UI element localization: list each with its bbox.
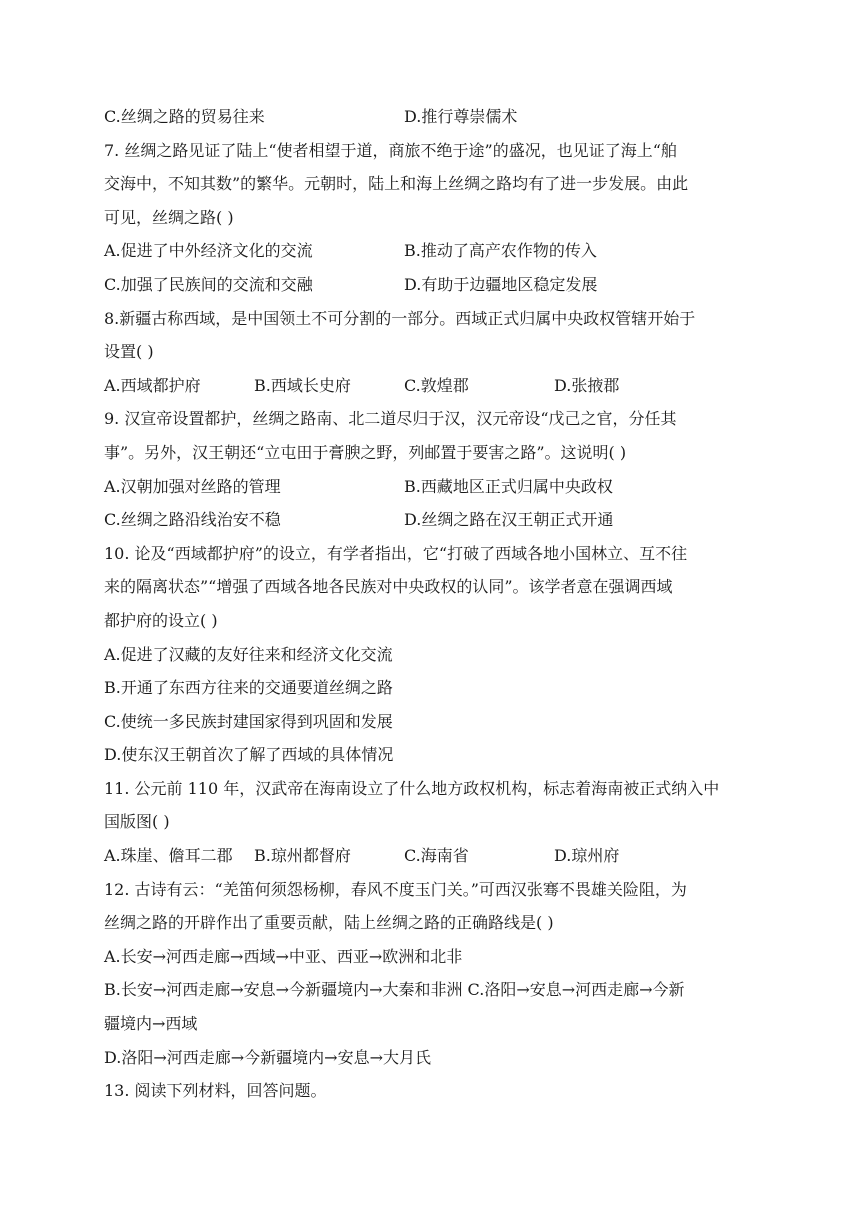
option-text: D.有助于边疆地区稳定发展: [404, 274, 598, 294]
text-line-content: 8.新疆古称西域，是中国领土不可分割的一部分。西域正式归属中央政权管辖开始于: [104, 308, 696, 328]
text-line-content: 可见，丝绸之路( ): [104, 207, 234, 227]
option-text: D.琼州府: [554, 846, 620, 866]
text-line-content: 9. 汉宣帝设置都护，丝绸之路南、北二道尽归于汉，汉元帝设“戊己之官，分任其: [104, 409, 677, 429]
option-text: C.丝绸之路的贸易往来: [104, 107, 265, 126]
options-row: [104, 100, 764, 134]
text-line-content: 11. 公元前 110 年，汉武帝在海南设立了什么地方政权机构，标志着海南被正式纳入中: [104, 778, 720, 798]
text-line-content: 13. 阅读下列材料，回答问题。: [104, 1081, 327, 1101]
option-text: A.汉朝加强对丝路的管理: [104, 476, 281, 496]
text-line: [104, 302, 764, 336]
text-line: [104, 638, 764, 672]
option-text: B.西域长史府: [254, 375, 351, 395]
options-row: [104, 268, 764, 302]
text-line: [104, 537, 764, 571]
text-line-content: D.洛阳→河西走廊→今新疆境内→安息→大月氏: [104, 1047, 431, 1067]
text-line-content: B.长安→河西走廊→安息→今新疆境内→大秦和非洲 C.洛阳→安息→河西走廊→今新: [104, 980, 685, 1000]
text-line-content: B.开通了东西方往来的交通要道丝绸之路: [104, 678, 393, 698]
option-text: D.推行尊崇儒术: [404, 107, 518, 126]
options-row: [104, 234, 764, 268]
text-line-content: 来的隔离状态”“增强了西域各地各民族对中央政权的认同”。该学者意在强调西域: [104, 577, 673, 597]
text-line-content: 疆境内→西域: [104, 1014, 198, 1034]
text-line: [104, 906, 764, 940]
options-row: [104, 369, 764, 403]
text-line: [104, 604, 764, 638]
text-line-content: 7. 丝绸之路见证了陆上“使者相望于道，商旅不绝于途”的盛况，也见证了海上“舶: [104, 140, 677, 160]
text-line: [104, 873, 764, 907]
text-line: [104, 436, 764, 470]
text-line: [104, 1007, 764, 1041]
text-line: [104, 671, 764, 705]
text-line: [104, 335, 764, 369]
text-line-content: 事”。另外，汉王朝还“立屯田于膏腴之野，列邮置于要害之路”。这说明( ): [104, 442, 627, 462]
text-line: [104, 402, 764, 436]
options-row: [104, 470, 764, 504]
text-line: [104, 738, 764, 772]
text-line: [104, 167, 764, 201]
text-line: [104, 705, 764, 739]
option-text: C.敦煌郡: [404, 375, 469, 395]
option-text: A.西域都护府: [104, 375, 201, 395]
text-line: [104, 570, 764, 604]
text-line-content: 10. 论及“西域都护府”的设立，有学者指出，它“打破了西域各地小国林立、互不往: [104, 543, 688, 563]
document-page: [104, 100, 764, 1108]
text-line: [104, 1041, 764, 1075]
option-text: C.海南省: [404, 846, 469, 866]
options-row: [104, 503, 764, 537]
text-line: [104, 973, 764, 1007]
option-text: D.张掖郡: [554, 375, 620, 395]
text-line-content: A.长安→河西走廊→西域→中亚、西亚→欧洲和北非: [104, 946, 463, 966]
text-line-content: 都护府的设立( ): [104, 610, 218, 630]
text-line-content: A.促进了汉藏的友好往来和经济文化交流: [104, 644, 393, 664]
text-line-content: C.使统一多民族封建国家得到巩固和发展: [104, 711, 393, 731]
option-text: B.西藏地区正式归属中央政权: [404, 476, 613, 496]
text-line-content: 12. 古诗有云：“羌笛何须怨杨柳，春风不度玉门关。”可西汉张骞不畏雄关险阻，为: [104, 879, 687, 899]
text-line-content: D.使东汉王朝首次了解了西域的具体情况: [104, 745, 394, 765]
text-line: [104, 201, 764, 235]
options-row: [104, 839, 764, 873]
text-line: [104, 134, 764, 168]
text-line: [104, 772, 764, 806]
option-text: B.推动了高产农作物的传入: [404, 241, 597, 261]
option-text: C.加强了民族间的交流和交融: [104, 274, 313, 294]
option-text: D.丝绸之路在汉王朝正式开通: [404, 510, 614, 530]
option-text: A.促进了中外经济文化的交流: [104, 241, 313, 261]
option-text: C.丝绸之路沿线治安不稳: [104, 510, 281, 530]
option-text: B.琼州都督府: [254, 846, 351, 866]
text-line-content: 国版图( ): [104, 812, 170, 832]
text-line: [104, 940, 764, 974]
text-line: [104, 1074, 764, 1108]
text-line-content: 丝绸之路的开辟作出了重要贡献，陆上丝绸之路的正确路线是( ): [104, 913, 554, 933]
text-line-content: 设置( ): [104, 342, 154, 362]
text-line: [104, 805, 764, 839]
option-text: A.珠崖、儋耳二郡: [104, 846, 233, 866]
text-line-content: 交海中，不知其数”的繁华。元朝时，陆上和海上丝绸之路均有了进一步发展。由此: [104, 174, 689, 194]
